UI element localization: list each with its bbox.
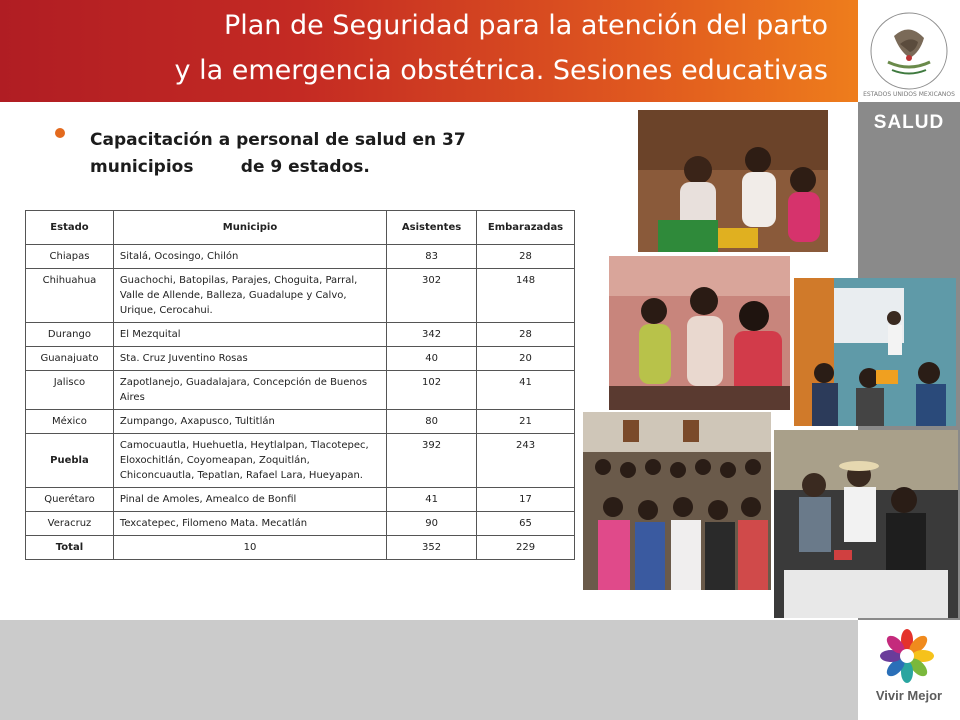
cell-asistentes: 80 <box>387 410 477 434</box>
cell-asistentes: 392 <box>387 434 477 488</box>
mexican-emblem-icon <box>858 0 960 102</box>
cell-asistentes: 102 <box>387 371 477 410</box>
cell-municipio: Zapotlanejo, Guadalajara, Concepción de Buenos Aires <box>113 371 386 410</box>
cell-estado: Total <box>26 536 114 560</box>
vivir-mejor-logo <box>858 620 960 720</box>
salud-label: SALUD <box>873 112 945 133</box>
table-row <box>26 269 575 323</box>
cell-municipio: El Mezquital <box>113 323 386 347</box>
cell-asistentes: 40 <box>387 347 477 371</box>
bullet-icon <box>55 128 65 138</box>
footer-band <box>0 620 858 720</box>
photo-seated-women <box>609 256 790 410</box>
table-header-row <box>26 211 575 245</box>
cell-municipio: Guachochi, Batopilas, Parajes, Choguita, Parral, Valle de Allende, Balleza, Guadalupe y Calvo, Urique, Cerocahui. <box>113 269 386 323</box>
training-table <box>25 210 575 560</box>
vivir-mejor-label: Vivir Mejor <box>875 688 943 703</box>
cell-estado: Guanajuato <box>26 347 114 371</box>
cell-asistentes: 41 <box>387 488 477 512</box>
emblem-box <box>858 0 960 102</box>
cell-asistentes: 342 <box>387 323 477 347</box>
cell-asistentes: 352 <box>387 536 477 560</box>
page-title-line2: y la emergencia obstétrica. Sesiones educativas <box>174 55 828 86</box>
cell-estado: Chiapas <box>26 245 114 269</box>
svg-text:ESTADOS UNIDOS MEXICANOS: ESTADOS UNIDOS MEXICANOS <box>863 91 955 98</box>
cell-municipio: Pinal de Amoles, Amealco de Bonfil <box>113 488 386 512</box>
cell-estado: Puebla <box>26 434 114 488</box>
cell-estado: Querétaro <box>26 488 114 512</box>
cell-embarazadas: 148 <box>477 269 575 323</box>
cell-embarazadas: 65 <box>477 512 575 536</box>
table-row <box>26 410 575 434</box>
cell-estado: México <box>26 410 114 434</box>
header-banner <box>0 0 858 102</box>
photo-men-group <box>774 430 958 618</box>
cell-asistentes: 90 <box>387 512 477 536</box>
cell-asistentes: 83 <box>387 245 477 269</box>
table-row <box>26 371 575 410</box>
table-total-row <box>26 536 575 560</box>
cell-asistentes: 302 <box>387 269 477 323</box>
bullet-text <box>90 127 510 181</box>
cell-municipio: Zumpango, Axapusco, Tultitlán <box>113 410 386 434</box>
header-estado: Estado <box>26 211 114 245</box>
cell-embarazadas: 229 <box>477 536 575 560</box>
header-asistentes: Asistentes <box>387 211 477 245</box>
vivir-mejor-flower-icon <box>858 620 960 690</box>
page-title-line1: Plan de Seguridad para la atención del parto <box>223 10 828 41</box>
cell-municipio: Sitalá, Ocosingo, Chilón <box>113 245 386 269</box>
header-embarazadas: Embarazadas <box>477 211 575 245</box>
cell-estado: Durango <box>26 323 114 347</box>
cell-estado: Veracruz <box>26 512 114 536</box>
cell-embarazadas: 20 <box>477 347 575 371</box>
cell-municipio: Texcatepec, Filomeno Mata. Mecatlán <box>113 512 386 536</box>
cell-municipio: Camocuautla, Huehuetla, Heytlalpan, Tlacotepec, Eloxochitlán, Coyomeapan, Zoquitlán, Chiconcuautla, Tepatlan, Rafael Lara, Hueyapan. <box>113 434 386 488</box>
cell-embarazadas: 17 <box>477 488 575 512</box>
cell-embarazadas: 28 <box>477 245 575 269</box>
cell-estado: Chihuahua <box>26 269 114 323</box>
cell-estado: Jalisco <box>26 371 114 410</box>
table-row <box>26 347 575 371</box>
table-row <box>26 434 575 488</box>
cell-embarazadas: 28 <box>477 323 575 347</box>
table-row <box>26 488 575 512</box>
cell-embarazadas: 41 <box>477 371 575 410</box>
header-municipio: Municipio <box>113 211 386 245</box>
photo-workshop-women <box>638 110 828 252</box>
bullet-line2: municipios de 9 estados. <box>90 157 370 177</box>
table-row <box>26 512 575 536</box>
cell-embarazadas: 243 <box>477 434 575 488</box>
cell-municipio: 10 <box>113 536 386 560</box>
bullet-line1: Capacitación a personal de salud en 37 <box>90 130 466 150</box>
cell-embarazadas: 21 <box>477 410 575 434</box>
photo-large-audience <box>583 412 771 590</box>
photo-presentation-room <box>794 278 956 426</box>
table-row <box>26 245 575 269</box>
table-row <box>26 323 575 347</box>
cell-municipio: Sta. Cruz Juventino Rosas <box>113 347 386 371</box>
